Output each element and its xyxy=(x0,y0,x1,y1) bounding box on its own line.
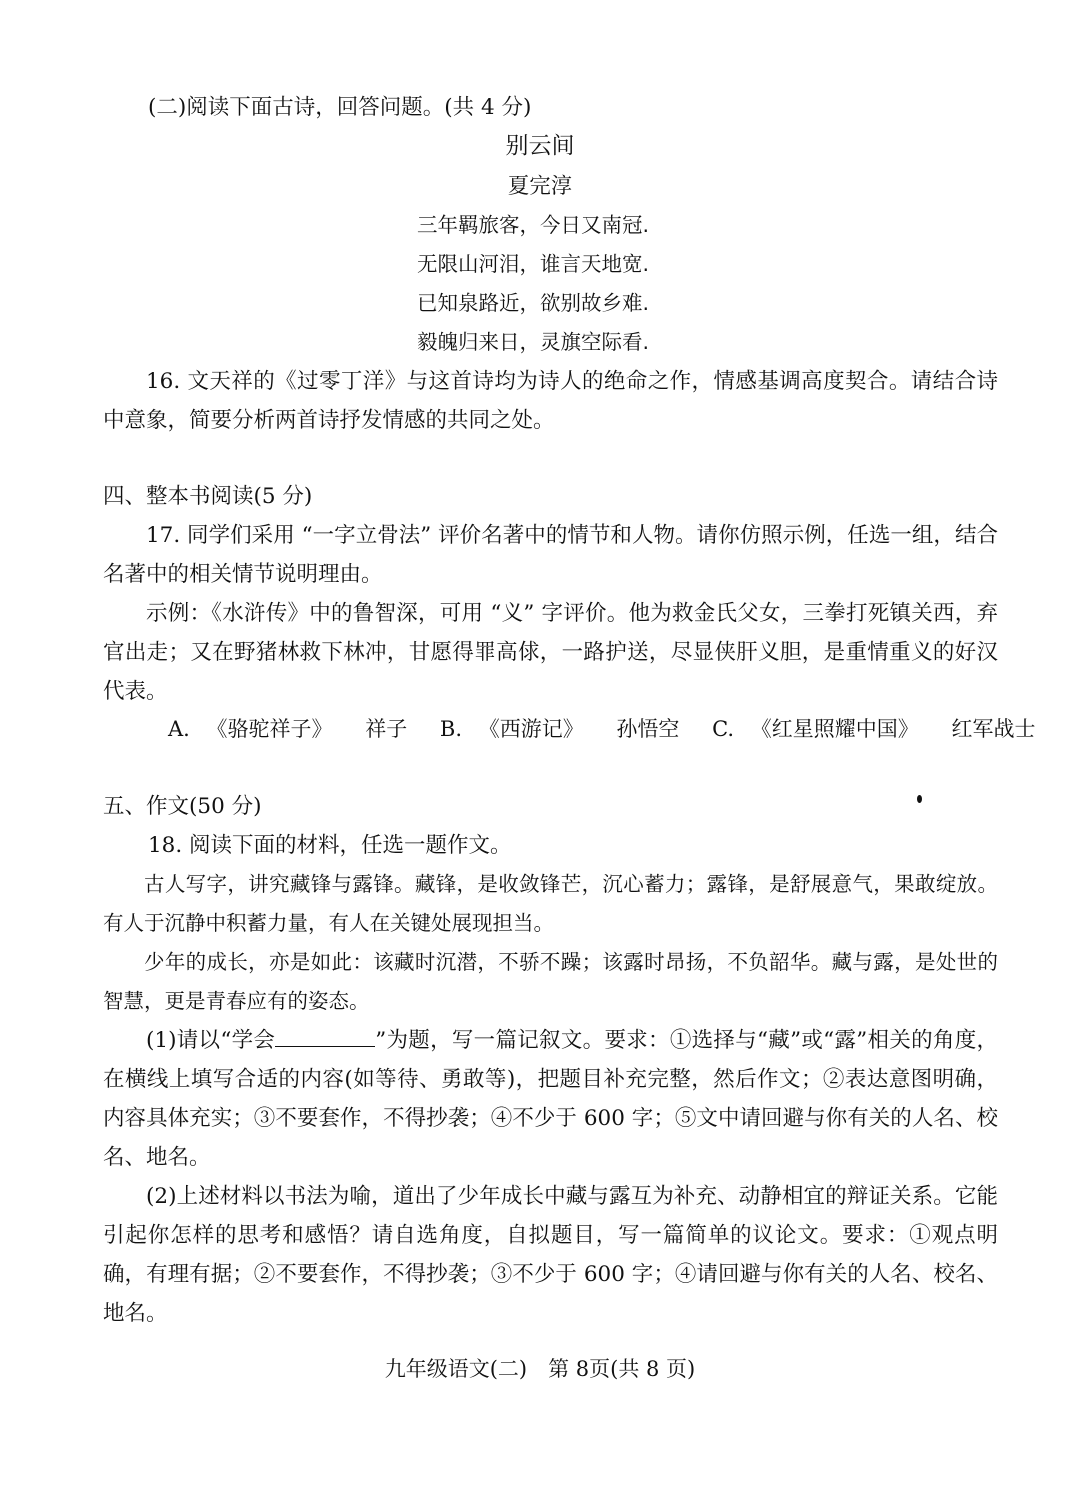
task1-text-after: ”为题，写一篇记叙文。要求：①选择与“藏”或“露”相关的角度，在横线上填写合适的内容(如等待、勇敢等)，把题目补充完整，然后作文；②表达意图明确，内容具体充实；③不要套作，不得抄袭；④不少于 600 字；⑤文中请回避与你有关的人名、校名、地名。 xyxy=(103,1028,998,1170)
poem-author: 夏完淳 xyxy=(507,174,573,199)
poem-body xyxy=(417,206,717,362)
choice-label: A. xyxy=(168,717,190,741)
choice-book: 《西游记》 xyxy=(478,717,584,741)
section2-heading: (二)阅读下面古诗，回答问题。(共 4 分) xyxy=(148,95,532,120)
task1-text-before: (1)请以“学会 xyxy=(146,1028,276,1053)
poem-line: 三年羁旅客，今日又南冠. xyxy=(417,213,650,237)
choice-label: B. xyxy=(439,717,463,741)
writing-task-1 xyxy=(103,1021,998,1177)
choice-label: C. xyxy=(712,717,735,741)
writing-task-2: (2)上述材料以书法为喻，道出了少年成长中藏与露互为补充、动静相宜的辩证关系。它能引起你怎样的思考和感悟？请自选角度，自拟题目，写一篇简单的议论文。要求：①观点明确，有理有据；②不要套作，不得抄袭；③不少于 600 字；④请回避与你有关的人名、校名、地名。 xyxy=(103,1184,998,1326)
poem-line: 已知泉路近，欲别故乡难. xyxy=(417,291,650,315)
question-17: 17. 同学们采用 “一字立骨法” 评价名著中的情节和人物。请你仿照示例，任选一组，结合名著中的相关情节说明理由。 xyxy=(103,523,998,587)
question-17-example: 示例：《水浒传》中的鲁智深，可用 “义” 字评价。他为救金氏父女，三拳打死镇关西，弃官出走；又在野猪林救下林冲，甘愿得罪高俅，一路护送，尽显侠肝义胆，是重情重义的好汉代表。 xyxy=(103,601,998,704)
poem-line: 无限山河泪，谁言天地宽. xyxy=(417,252,650,276)
material-paragraph-2: 少年的成长，亦是如此：该藏时沉潜，不骄不躁；该露时昂扬，不负韶华。藏与露，是处世的智慧，更是青春应有的姿态。 xyxy=(103,950,998,1013)
choice-person: 孙悟空 xyxy=(616,717,680,741)
ink-dot xyxy=(917,795,922,803)
choice-person: 红军战士 xyxy=(951,717,1036,741)
poem-title: 别云间 xyxy=(505,133,575,159)
page-footer: 九年级语文(二) 第 8页(共 8 页) xyxy=(384,1357,696,1381)
choice-person: 祥子 xyxy=(365,717,408,741)
question-16: 16. 文天祥的《过零丁洋》与这首诗均为诗人的绝命之作，情感基调高度契合。请结合诗中意象，简要分析两首诗抒发情感的共同之处。 xyxy=(103,369,998,433)
choice-c xyxy=(712,710,1035,749)
choice-b xyxy=(440,710,679,749)
section5-heading: 五、作文(50 分) xyxy=(103,794,262,819)
poem-line: 毅魄归来日，灵旗空际看. xyxy=(417,330,650,354)
question-18: 18. 阅读下面的材料，任选一题作文。 xyxy=(148,833,512,858)
title-blank-line xyxy=(275,1026,375,1047)
section4-heading: 四、整本书阅读(5 分) xyxy=(103,484,313,509)
choice-book: 《红星照耀中国》 xyxy=(750,717,919,741)
choice-a xyxy=(168,710,407,749)
material-paragraph-1: 古人写字，讲究藏锋与露锋。藏锋，是收敛锋芒，沉心蓄力；露锋，是舒展意气，果敢绽放。有人于沉静中积蓄力量，有人在关键处展现担当。 xyxy=(103,872,998,935)
question-17-choices xyxy=(168,710,1036,749)
choice-book: 《骆驼祥子》 xyxy=(206,717,333,741)
